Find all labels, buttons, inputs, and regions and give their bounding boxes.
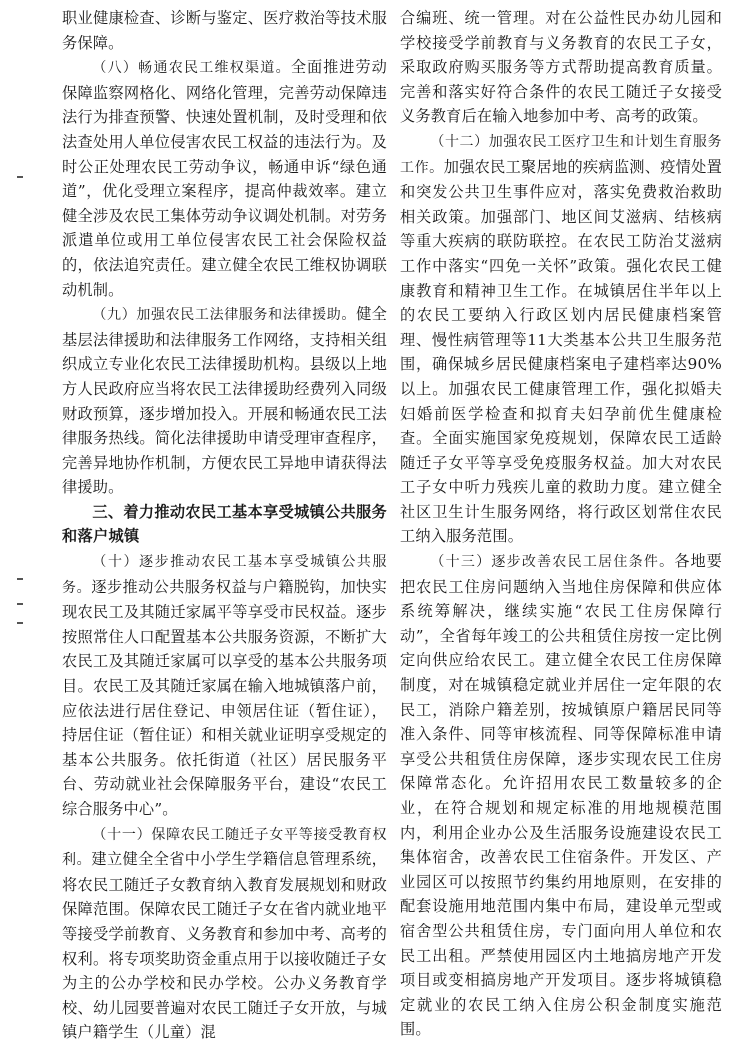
section-12-body: 加强农民工聚居地的疾病监测、疫情处置和突发公共卫生事件应对，落实免费救治救助相关政策。加强部门、地区间艾滋病、结核病等重大疾病的联防联控。在农民工防治艾滋病工作中落实“四免一关怀”政策。强化农民工健康教育和精神卫生工作。在城镇居住半年以上的农民工要纳入行政区划内居民健康档案管理、慢性病管理等11大类基本公共卫生服务范围，确保城乡居民健康档案电子建档率达90%以上。加强农民工健康管理工作，强化拟婚夫妇婚前医学检查和拟育夫妇孕前优生健康检查。全面实施国家免疫规划，保障农民工适龄随迁子女平等享受免疫服务权益。加大对农民工子女中听力残疾儿童的救助力度。建立健全社区卫生计生服务网络，将行政区划常住农民工纳入服务范围。 bbox=[400, 157, 722, 546]
section-8-body: 全面推进劳动保障监察网格化、网络化管理，完善劳动保障违法行为排查预警、快速处置机制，及时受理和依法查处用人单位侵害农民工权益的违法行为。及时公正处理农民工劳动争议，畅通申诉“绿色通道”，优化受理立案程序，提高仲裁效率。建立健全涉及农民工集体劳动争议调处机制。对劳务派遣单位或用工单位侵害农民工社会保险权益的，依法追究责任。建立健全农民工维权协调联动机制。 bbox=[62, 58, 387, 299]
section-13-body: 各地要把农民工住房问题纳入当地住房保障和供应体系统筹解决，继续实施“农民工住房保障行动”，全省每年竣工的公共租赁住房按一定比例定向供应给农民工。建立健全农民工住房保障制度，对在城镇稳定就业并居住一定年限的农民工，消除户籍差别，按城镇原户籍居民同等准入条件、同等审核流程、同等保障标准申请享受公共租赁住房保障，逐步实现农民工住房保障常态化。允许招用农民工数量较多的企业，在符合规划和规定标准的用地规模范围内，利用企业办公及生活服务设施建设农民工集体宿舍，改善农民工住宿条件。开发区、产业园区可以按照节约集约用地原则，在安排的配套设施用地范围内集中布局，建设单元型或宿舍型公共租赁住房，专门面向用人单位和农民工出租。严禁使用园区内土地搞房地产开发项目或变相搞房地产开发项目。逐步将城镇稳定就业的农民工纳入住房公积金制度实施范围。 bbox=[400, 552, 722, 1039]
paragraph-section-10 bbox=[62, 549, 387, 822]
scan-margin-mark bbox=[17, 578, 23, 580]
section-9-body: 健全基层法律援助和法律服务工作网络，支持相关组织成立专业化农民工法律援助机构。县级以上地方人民政府应当将农民工法律援助经费列入同级财政预算，逐步增加投入。开展和畅通农民工法律服务热线。简化法律援助申请受理审查程序，完善异地协作机制，方便农民工异地申请获得法律援助。 bbox=[62, 305, 388, 497]
section-11-body: 建立健全全省中小学生学籍信息管理系统，将农民工随迁子女教育纳入教育发展规划和财政保障范围。保障农民工随迁子女在省内就业地平等接受学前教育、义务教育和参加中考、高考的权利。将专项奖助资金重点用于以接收随迁子女为主的公办学校和民办学校。公办义务教育学校、幼儿园要普遍对农民工随迁子女开放，与城镇户籍学生（儿童）混 bbox=[62, 850, 387, 1042]
section-12-title: （十二）加强农民工医疗卫生和计划生育服务工作。 bbox=[400, 133, 722, 176]
section-10-body: 逐步推动公共服务权益与户籍脱钩，加快实现农民工及其随迁家属平等享受市民权益。逐步按照常住人口配置基本公共服务资源，不断扩大农民工及其随迁家属可以享受的基本公共服务项目。农民工及其随迁家属在输入地城镇落户前，应依法进行居住登记、申领居住证（暂住证），持居住证（暂住证）和相关就业证明享受规定的基本公共服务。依托街道（社区）居民服务平台、劳动就业社会保障服务平台，建设“农民工综合服务中心”。 bbox=[62, 577, 387, 818]
section-8-title: （八）畅通农民工维权渠道。 bbox=[92, 60, 291, 77]
scan-margin-mark bbox=[17, 603, 23, 605]
paragraph-section-8 bbox=[62, 55, 387, 302]
section-9-title: （九）加强农民工法律服务和法律援助。 bbox=[92, 307, 357, 324]
paragraph-section-12 bbox=[400, 129, 722, 549]
section-13-title: （十三）逐步改善农民工居住条件。 bbox=[430, 554, 675, 571]
right-column bbox=[400, 6, 722, 1042]
paragraph-section-11 bbox=[62, 822, 387, 1045]
section-11-title: （十一）保障农民工随迁子女平等接受教育权利。 bbox=[62, 826, 387, 869]
paragraph-continuation-right: 合编班、统一管理。对在公益性民办幼儿园和学校接受学前教育与义务教育的农民工子女，采取政府购买服务等方式帮助提高教育质量。完善和落实好符合条件的农民工随迁子女接受义务教育后在输入地参加中考、高考的政策。 bbox=[400, 9, 722, 126]
left-column bbox=[62, 6, 387, 1045]
scan-margin-mark bbox=[17, 622, 23, 624]
paragraph-section-9 bbox=[62, 302, 387, 500]
chapter-3-heading: 三、着力推动农民工基本享受城镇公共服务和落户城镇 bbox=[62, 502, 387, 546]
paragraph-continuation: 职业健康检查、诊断与鉴定、医疗救治等技术服务保障。 bbox=[62, 9, 387, 52]
paragraph-section-13 bbox=[400, 549, 722, 1042]
section-10-title: （十）逐步推动农民工基本享受城镇公共服务。 bbox=[62, 554, 387, 596]
scan-margin-mark bbox=[17, 176, 23, 178]
